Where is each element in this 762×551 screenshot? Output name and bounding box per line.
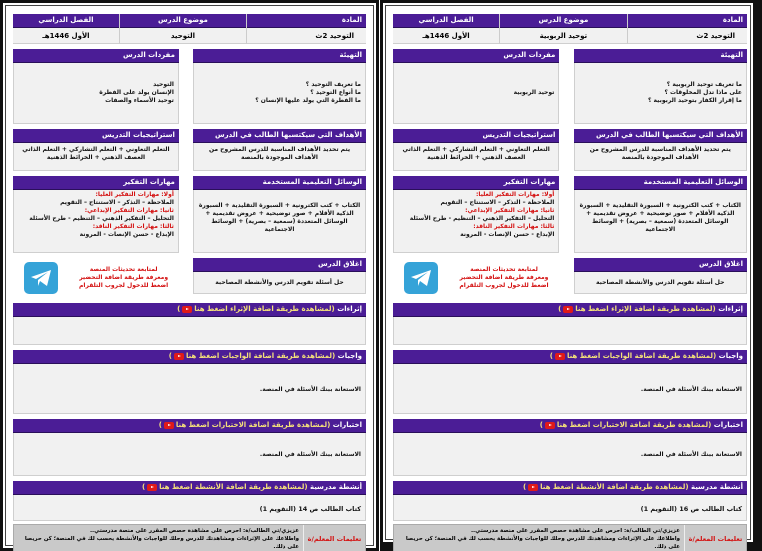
activities-title: أنشطة مدرسية bbox=[309, 483, 362, 491]
activities-video-link[interactable]: (لمشاهدة طريقة اضافة الأنشطة اضغط هنا) bbox=[522, 483, 689, 491]
subject-value: التوحيد 2ث bbox=[628, 28, 747, 44]
text-line: على ماذا تدل المخلوقات ؟ bbox=[664, 89, 742, 96]
text-line: اضغط للدخول لجروب التلقرام bbox=[459, 282, 549, 289]
youtube-icon[interactable] bbox=[545, 422, 555, 429]
text-line: ما تعريف توحيد الربوبية ؟ bbox=[666, 81, 742, 88]
activities-body: كتاب الطالب ص 16 (التقويم 1) bbox=[393, 495, 747, 521]
subject-column bbox=[246, 14, 366, 44]
text-line: ومعرفة طريقة اضافة التحضير bbox=[79, 274, 169, 281]
text-line: ما إقرار الكفار بتوحيد الربوبية ؟ bbox=[647, 97, 742, 104]
goals-title: الأهداف التي سيكتسبها الطالب في الدرس bbox=[574, 129, 747, 143]
tests-section bbox=[393, 419, 747, 476]
text-line: الإنسان يولد على الفطرة bbox=[99, 89, 174, 96]
vocab-section bbox=[13, 49, 179, 124]
vocab-body bbox=[393, 63, 559, 124]
goals-body: يتم تحديد الأهداف المناسبة للدرس المشروح من الأهداف الموجودة بالمنصة bbox=[193, 143, 366, 171]
homework-body: الاستعانة ببنك الأسئلة في المنصة. bbox=[13, 364, 366, 414]
lesson-info-table bbox=[13, 14, 366, 44]
closing-section bbox=[193, 258, 366, 298]
homework-section bbox=[13, 350, 366, 414]
thinking-skill-heading: أولا: مهارات التفكير العليا: bbox=[475, 191, 555, 198]
teacher-notes-label: تعليمات المعلم/ة bbox=[303, 525, 365, 551]
youtube-icon[interactable] bbox=[182, 306, 192, 313]
telegram-promo[interactable] bbox=[393, 258, 559, 298]
lesson-card bbox=[13, 14, 366, 551]
lesson-page-right bbox=[380, 0, 762, 551]
telegram-icon[interactable] bbox=[404, 262, 438, 294]
strategies-body: التعلم التعاوني + التعلم التشاركي + التعلم الذاتي العصف الذهني + الخرائط الذهنية bbox=[393, 143, 559, 171]
thinking-skill-heading: ثانيا: مهارات التفكير الإبداعي: bbox=[84, 207, 174, 214]
tests-body: الاستعانة ببنك الأسئلة في المنصة. bbox=[13, 433, 366, 476]
tests-header bbox=[393, 419, 747, 433]
closing-title: اغلاق الدرس bbox=[193, 258, 366, 272]
goals-section bbox=[193, 129, 366, 171]
text-line: ومعرفة طريقة اضافة التحضير bbox=[459, 274, 549, 281]
text-line: اضغط للدخول لجروب التلقرام bbox=[79, 282, 169, 289]
vocab-body bbox=[13, 63, 179, 124]
vocab-title: مفردات الدرس bbox=[13, 49, 179, 63]
tests-body: الاستعانة ببنك الأسئلة في المنصة. bbox=[393, 433, 747, 476]
intro-title: التهيئة bbox=[574, 49, 747, 63]
text-line: واطلاعك على الإثراءات ومشاهدتك للدرس وحلك للواجبات والأنشطة يحسب لك في المنصة؛ كن حريصا على ذلك. bbox=[405, 536, 680, 550]
text-line: ما الفطرة التي يولد عليها الإنسان ؟ bbox=[255, 97, 361, 104]
enrichment-header bbox=[393, 303, 747, 317]
enrichment-title: إثراءات bbox=[718, 305, 743, 313]
homework-section bbox=[393, 350, 747, 414]
thinking-skill-list: التحليل – التفكير الذهني – التنظيم - طرح الأسئلة bbox=[29, 215, 174, 222]
text-line: التوحيد bbox=[153, 81, 174, 88]
thinking-skill-list: الملاحظة – التذكر – الاستنتاج – التقويم bbox=[440, 199, 555, 206]
youtube-icon[interactable] bbox=[147, 484, 157, 491]
intro-body bbox=[574, 63, 747, 124]
thinking-body bbox=[13, 190, 179, 253]
intro-body bbox=[193, 63, 366, 124]
youtube-icon[interactable] bbox=[555, 353, 565, 360]
activities-header bbox=[13, 481, 366, 495]
enrichment-body bbox=[393, 317, 747, 345]
thinking-skill-heading: أولا: مهارات التفكير العليا: bbox=[95, 191, 174, 198]
topic-header: موضوع الدرس bbox=[500, 14, 626, 28]
text-line: لمتابعة تحديثات المنصة bbox=[470, 266, 538, 273]
goals-section bbox=[574, 129, 747, 171]
youtube-icon[interactable] bbox=[164, 422, 174, 429]
semester-column bbox=[13, 14, 119, 44]
teacher-notes-label: تعليمات المعلم/ة bbox=[684, 525, 746, 551]
thinking-section bbox=[393, 176, 559, 253]
enrichment-header bbox=[13, 303, 366, 317]
text-line: لمتابعة تحديثات المنصة bbox=[89, 266, 158, 273]
enrichment-video-link[interactable]: (لمشاهدة طريقة اضافة الإثراء اضغط هنا) bbox=[177, 305, 335, 313]
enrichment-section bbox=[13, 303, 366, 345]
tests-title: اختبارات bbox=[713, 421, 743, 429]
topic-header: موضوع الدرس bbox=[120, 14, 246, 28]
thinking-skill-list: التحليل – التفكير الذهني – التنظيم - طرح الأسئلة bbox=[409, 215, 555, 222]
telegram-text[interactable] bbox=[459, 266, 548, 290]
intro-section bbox=[193, 49, 366, 124]
homework-video-link[interactable]: (لمشاهدة طريقة اضافة الواجبات اضغط هنا) bbox=[168, 352, 336, 360]
subject-header: المادة bbox=[628, 14, 747, 28]
semester-header: الفصل الدراسي bbox=[13, 14, 119, 28]
subject-header: المادة bbox=[247, 14, 366, 28]
goals-body: يتم تحديد الأهداف المناسبة للدرس المشروح من الأهداف الموجودة بالمنصة bbox=[574, 143, 747, 171]
thinking-title: مهارات التفكير bbox=[13, 176, 179, 190]
text-line: ما تعريف التوحيد ؟ bbox=[305, 81, 361, 88]
strategies-section bbox=[13, 129, 179, 171]
goals-title: الأهداف التي سيكتسبها الطالب في الدرس bbox=[193, 129, 366, 143]
activities-title: أنشطة مدرسية bbox=[690, 483, 743, 491]
activities-body: كتاب الطالب ص 14 (التقويم 1) bbox=[13, 495, 366, 521]
activities-section bbox=[393, 481, 747, 521]
thinking-skill-heading: ثالثا: مهارات التفكير الناقد: bbox=[473, 223, 555, 230]
thinking-section bbox=[13, 176, 179, 253]
homework-title: واجبات bbox=[337, 352, 362, 360]
teacher-notes-text bbox=[14, 525, 303, 551]
topic-value: التوحيد bbox=[120, 28, 246, 44]
homework-body: الاستعانة ببنك الأسئلة في المنصة. bbox=[393, 364, 747, 414]
strategies-title: استراتيجيات التدريس bbox=[13, 129, 179, 143]
semester-value: الأول 1446هـ bbox=[393, 28, 499, 44]
thinking-body bbox=[393, 190, 559, 253]
strategies-title: استراتيجيات التدريس bbox=[393, 129, 559, 143]
intro-section bbox=[574, 49, 747, 124]
teacher-notes-text bbox=[394, 525, 684, 551]
vocab-section bbox=[393, 49, 559, 124]
youtube-icon[interactable] bbox=[563, 306, 573, 313]
strategies-body: التعلم التعاوني + التعلم التشاركي + التعلم الذاتي العصف الذهني + الخرائط الذهنية bbox=[13, 143, 179, 171]
youtube-icon[interactable] bbox=[174, 353, 184, 360]
text-line: عزيزي/تي الطالب/ة: احرص على مشاهدة حصص المقرر على منصة مدرستي.. bbox=[89, 528, 299, 534]
media-section bbox=[574, 176, 747, 253]
text-line: عزيزي/تي الطالب/ة: احرص على مشاهدة حصص المقرر على منصة مدرستي.. bbox=[470, 528, 680, 534]
text-line: ما أنواع التوحيد ؟ bbox=[310, 89, 361, 96]
homework-title: واجبات bbox=[718, 352, 743, 360]
tests-video-link[interactable]: (لمشاهدة طريقة اضافة الاختبارات اضغط هنا) bbox=[158, 421, 331, 429]
tests-section bbox=[13, 419, 366, 476]
topic-column bbox=[499, 14, 626, 44]
thinking-skill-list: الملاحظة – التذكر – الاستنتاج – التقويم bbox=[60, 199, 174, 206]
activities-video-link[interactable]: (لمشاهدة طريقة اضافة الأنشطة اضغط هنا) bbox=[141, 483, 308, 491]
topic-column bbox=[119, 14, 246, 44]
lesson-card bbox=[393, 14, 747, 551]
topic-value: توحيد الربوبية bbox=[500, 28, 626, 44]
subject-value: التوحيد 2ث bbox=[247, 28, 366, 44]
activities-section bbox=[13, 481, 366, 521]
thinking-title: مهارات التفكير bbox=[393, 176, 559, 190]
tests-video-link[interactable]: (لمشاهدة طريقة اضافة الاختبارات اضغط هنا) bbox=[539, 421, 712, 429]
enrichment-title: إثراءات bbox=[337, 305, 362, 313]
media-title: الوسائل التعليمية المستخدمة bbox=[193, 176, 366, 190]
media-title: الوسائل التعليمية المستخدمة bbox=[574, 176, 747, 190]
vocab-title: مفردات الدرس bbox=[393, 49, 559, 63]
activities-header bbox=[393, 481, 747, 495]
thinking-skill-heading: ثالثا: مهارات التفكير الناقد: bbox=[92, 223, 174, 230]
text-line: توحيد الربوبية bbox=[513, 89, 555, 96]
lesson-info-table bbox=[393, 14, 747, 44]
closing-body: حل أسئلة تقويم الدرس والأنشطة المصاحبة bbox=[574, 272, 747, 294]
telegram-icon[interactable] bbox=[24, 262, 58, 294]
thinking-skill-heading: ثانيا: مهارات التفكير الإبداعي: bbox=[465, 207, 555, 214]
semester-value: الأول 1446هـ bbox=[13, 28, 119, 44]
lesson-page-left bbox=[0, 0, 379, 551]
youtube-icon[interactable] bbox=[528, 484, 538, 491]
strategies-section bbox=[393, 129, 559, 171]
homework-header bbox=[393, 350, 747, 364]
thinking-skill-list: الإبداع - حسن الإنصات - المرونة bbox=[79, 231, 174, 238]
enrichment-video-link[interactable]: (لمشاهدة طريقة اضافة الإثراء اضغط هنا) bbox=[558, 305, 716, 313]
tests-title: اختبارات bbox=[332, 421, 362, 429]
tests-header bbox=[13, 419, 366, 433]
semester-column bbox=[393, 14, 499, 44]
teacher-notes bbox=[393, 524, 747, 551]
semester-header: الفصل الدراسي bbox=[393, 14, 499, 28]
enrichment-section bbox=[393, 303, 747, 345]
thinking-skill-list: الإبداع - حسن الإنصات - المرونة bbox=[460, 231, 555, 238]
closing-body: حل أسئلة تقويم الدرس والأنشطة المصاحبة bbox=[193, 272, 366, 294]
media-body: الكتاب + كتب الكترونية + السبورة التقليدية + السبورة الذكية الأقلام + صور توضيحية + عروض تقديمية + الوسائل المتعددة (سمعية – بصرية) + الوسائط الاجتماعية bbox=[193, 190, 366, 253]
homework-header bbox=[13, 350, 366, 364]
intro-title: التهيئة bbox=[193, 49, 366, 63]
closing-section bbox=[574, 258, 747, 298]
homework-video-link[interactable]: (لمشاهدة طريقة اضافة الواجبات اضغط هنا) bbox=[549, 352, 717, 360]
enrichment-body bbox=[13, 317, 366, 345]
telegram-promo[interactable] bbox=[13, 258, 179, 298]
media-body: الكتاب + كتب الكترونية + السبورة التقليدية + السبورة الذكية الأقلام + صور توضيحية + عروض تقديمية + الوسائل المتعددة (سمعية – بصرية) + الوسائط الاجتماعية bbox=[574, 190, 747, 253]
text-line: توحيد الأسماء والصفات bbox=[105, 97, 174, 104]
text-line: واطلاعك على الإثراءات ومشاهدتك للدرس وحلك للواجبات والأنشطة يحسب لك في المنصة؛ كن حريصا على ذلك. bbox=[24, 536, 299, 550]
subject-column bbox=[627, 14, 747, 44]
media-section bbox=[193, 176, 366, 253]
telegram-text[interactable] bbox=[79, 266, 168, 290]
teacher-notes bbox=[13, 524, 366, 551]
closing-title: اغلاق الدرس bbox=[574, 258, 747, 272]
